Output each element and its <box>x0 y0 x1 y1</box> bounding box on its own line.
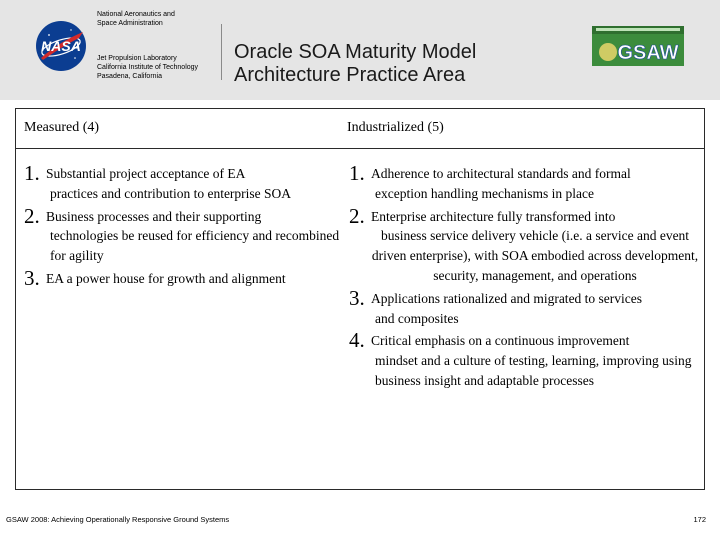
item-text-cont: and composites <box>375 310 459 326</box>
item-text-cont: practices and contribution to enterprise SOA <box>50 185 292 201</box>
item-number: 2. <box>24 203 40 228</box>
list-item <box>349 203 699 286</box>
item-text: Enterprise architecture fully transformed into <box>371 208 616 224</box>
item-number: 1. <box>349 161 365 185</box>
svg-text:GSAW: GSAW <box>617 42 679 64</box>
item-number: 3. <box>24 265 40 290</box>
lab-line: Pasadena, California <box>97 73 162 80</box>
item-text: EA a power house for growth and alignment <box>46 270 286 286</box>
item-text-cont: mindset and a culture of testing, learning, improving using business insight and adaptable processes <box>375 353 692 388</box>
list-item <box>349 161 699 204</box>
list-item <box>24 265 342 290</box>
footer-conference: GSAW 2008: Achieving Operationally Responsive Ground Systems <box>6 515 230 524</box>
nasa-logo <box>35 20 87 72</box>
org-name <box>97 10 175 28</box>
list-item <box>24 203 342 266</box>
list-item <box>349 285 699 329</box>
slide-title <box>234 41 476 87</box>
header-divider <box>221 24 222 80</box>
industrialized-list <box>349 161 699 394</box>
item-text: Applications rationalized and migrated to services <box>371 290 643 306</box>
item-text-cont: technologies be reused for efficiency and recombined for agility <box>50 228 340 264</box>
lab-line: Jet Propulsion Laboratory <box>97 55 177 62</box>
list-item <box>24 161 342 204</box>
measured-list <box>24 161 342 292</box>
org-line: National Aeronautics and <box>97 11 175 18</box>
lab-line: California Institute of Technology <box>97 64 199 71</box>
title-line: Oracle SOA Maturity Model <box>234 41 477 63</box>
item-number: 1. <box>24 161 40 185</box>
item-text-cont: business service delivery vehicle (i.e. a service and event driven enterprise), with SOA embodied across development, security, management, and operations <box>371 228 699 283</box>
column-heading-measured: Measured (4) <box>24 120 100 135</box>
column-heading-industrialized: Industrialized (5) <box>347 120 444 135</box>
gsaw-logo <box>592 26 684 66</box>
item-number: 3. <box>349 285 365 310</box>
item-text: Substantial project acceptance of EA <box>46 166 246 181</box>
list-item <box>349 328 699 390</box>
title-line: Architecture Practice Area <box>234 64 466 86</box>
header-rule <box>15 148 705 149</box>
item-text: Critical emphasis on a continuous improvement <box>371 333 630 349</box>
lab-name <box>97 54 198 81</box>
item-text: Adherence to architectural standards and formal <box>371 166 631 181</box>
slide-header <box>0 0 720 100</box>
item-text-cont: exception handling mechanisms in place <box>375 185 594 201</box>
item-number: 2. <box>349 203 365 228</box>
item-number: 4. <box>349 328 365 353</box>
item-text: Business processes and their supporting <box>46 208 262 224</box>
org-line: Space Administration <box>97 20 163 27</box>
page-number: 172 <box>693 515 706 524</box>
svg-text:NASA: NASA <box>41 38 81 54</box>
